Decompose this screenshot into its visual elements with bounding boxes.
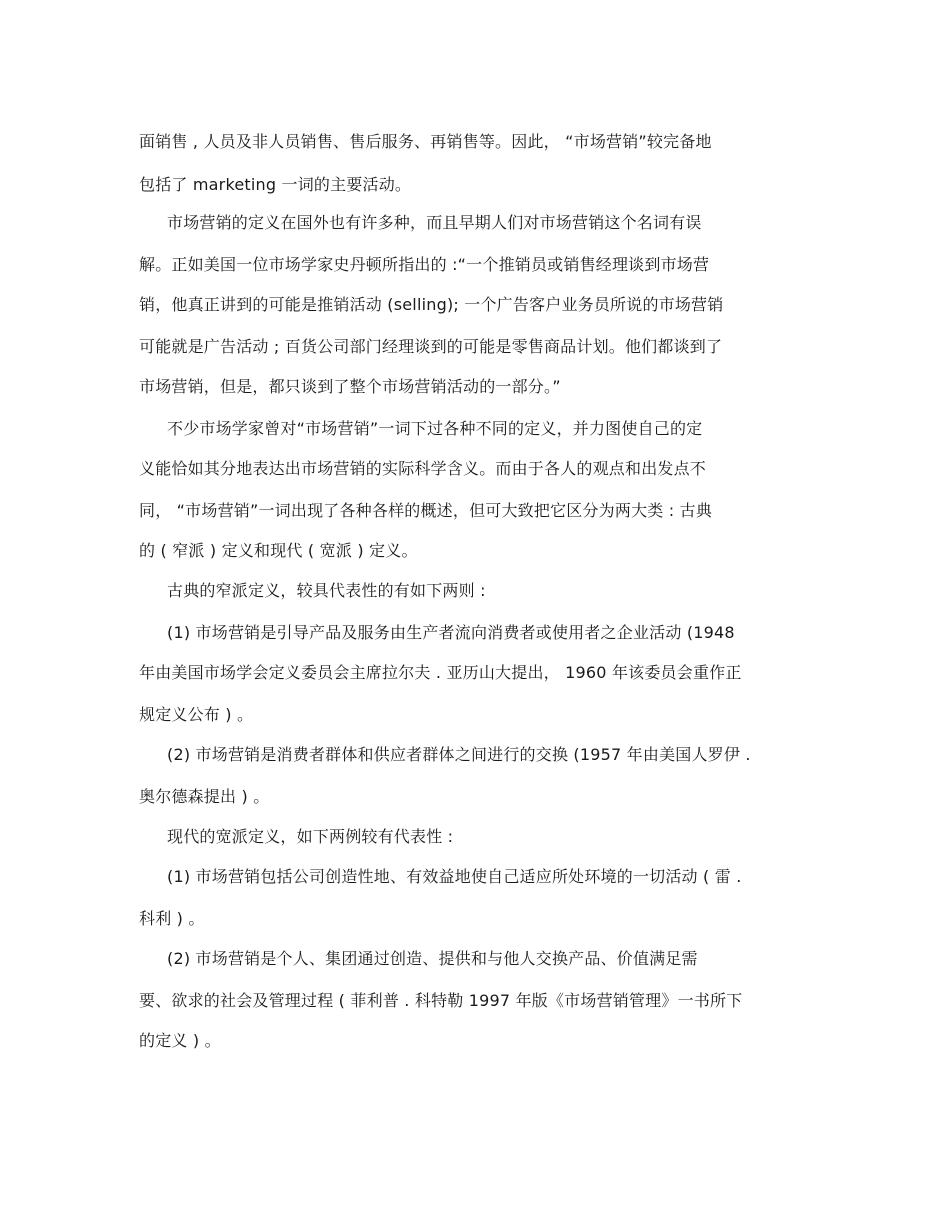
text-line: 年由美国市场学会定义委员会主席拉尔夫 . 亚历山大提出， 1960 年该委员会重作正	[139, 663, 742, 682]
text-line: (2) 市场营销是个人、集团通过创造、提供和与他人交换产品、价值满足需	[167, 949, 698, 968]
text-line: 市场营销的定义在国外也有许多种，而且早期人们对市场营销这个名词有误	[167, 213, 702, 232]
text-line: (1) 市场营销包括公司创造性地、有效益地使自己适应所处环境的一切活动 ( 雷 .	[167, 867, 742, 886]
text-line: 可能就是广告活动 ; 百货公司部门经理谈到的可能是零售商品计划。他们都谈到了	[139, 337, 723, 356]
text-line: 面销售 , 人员及非人员销售、售后服务、再销售等。因此， “市场营销”较完备地	[139, 132, 712, 151]
text-line: 包括了 marketing 一词的主要活动。	[139, 175, 412, 194]
text-line: 销，他真正讲到的可能是推销活动 (selling); 一个广告客户业务员所说的市场营销	[139, 295, 724, 314]
text-line: (1) 市场营销是引导产品及服务由生产者流向消费者或使用者之企业活动 (1948	[167, 623, 735, 642]
text-line: 同， “市场营销”一词出现了各种各样的概述，但可大致把它区分为两大类 : 古典	[139, 501, 713, 520]
text-line: 义能恰如其分地表达出市场营销的实际科学含义。而由于各人的观点和出发点不	[139, 459, 707, 478]
text-line: 要、欲求的社会及管理过程 ( 菲利普 . 科特勒 1997 年版《市场营销管理》一书所下	[139, 991, 743, 1010]
text-line: 现代的宽派定义，如下两例较有代表性 :	[167, 827, 454, 846]
text-line: 古典的窄派定义，较具代表性的有如下两则 :	[167, 581, 486, 600]
text-line: (2) 市场营销是消费者群体和供应者群体之间进行的交换 (1957 年由美国人罗伊 .	[167, 745, 751, 764]
text-line: 市场营销，但是，都只谈到了整个市场营销活动的一部分。”	[139, 377, 561, 396]
text-line: 不少市场学家曾对“市场营销”一词下过各种不同的定义，并力图使自己的定	[167, 419, 703, 438]
text-line: 规定义公布 ) 。	[139, 705, 254, 724]
text-line: 的定义 ) 。	[139, 1031, 221, 1050]
text-line: 的 ( 窄派 ) 定义和现代 ( 宽派 ) 定义。	[139, 541, 418, 560]
text-line: 科利 ) 。	[139, 909, 205, 928]
text-line: 奥尔德森提出 ) 。	[139, 787, 270, 806]
text-line: 解。正如美国一位市场学家史丹顿所指出的 :“一个推销员或销售经理谈到市场营	[139, 255, 710, 274]
